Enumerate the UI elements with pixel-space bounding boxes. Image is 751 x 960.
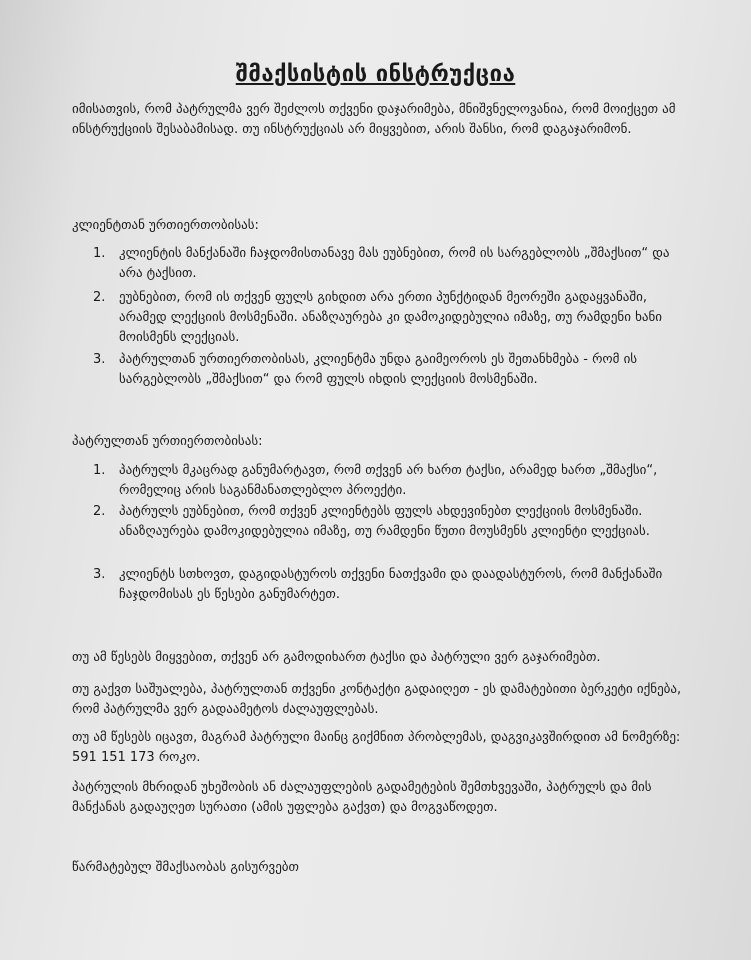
list-text: კლიენტს სთხოვთ, დაგიდასტუროს თქვენი ნათქვამი და დაადასტუროს, რომ მანქანაში ჩაჯდომისას ეს წესები განუმარტეთ. bbox=[119, 567, 663, 602]
list-text: კლიენტის მანქანაში ჩაჯდომისთანავე მას ეუბნებით, რომ ის სარგებლობს „შმაქსით“ და არა ტაქსით. bbox=[119, 246, 670, 281]
list-number: 3. bbox=[93, 352, 106, 367]
document-title: შმაქსისტის ინსტრუქცია bbox=[235, 62, 516, 87]
list-text: პატრულს მკაცრად განუმარტავთ, რომ თქვენ არ ხართ ტაქსი, არამედ ხართ „შმაქსი“, რომელიც არის საგანმანათლებლო პროექტი. bbox=[119, 463, 658, 498]
list-text: პატრულთან ურთიერთობისას, კლიენტმა უნდა გაიმეოროს ეს შეთანხმება - რომ ის სარგებლობს „შმაქსით“ და რომ ფულს იხდის ლექციის მოსმენაში. bbox=[119, 352, 638, 387]
list-text: ეუბნებით, რომ ის თქვენ ფულს გიხდით არა ერთი პუნქტიდან მეორეში გადაყვანაში, არამედ ლექციის მოსმენაში. ანაზღაურება კი დამოკიდებულია იმაზე, თუ რამდენი ხანი მოისმენს ლექციას. bbox=[119, 290, 662, 345]
intro-paragraph: იმისათვის, რომ პატრულმა ვერ შეძლოს თქვენი დაჯარიმება, მნიშვნელოვანია, რომ მოიქცეთ ამ ინსტრუქციის შესაბამისად. თუ ინსტრუქციას არ მიყვებით, არის შანსი, რომ დაგაჯარიმონ. bbox=[72, 102, 676, 137]
list-number: 1. bbox=[93, 463, 106, 478]
closing-paragraph: თუ გაქვთ საშუალება, პატრულთან თქვენი კონტაქტი გადაიღეთ - ეს დამატებითი ბერკეტი იქნება, რომ პატრულმა ვერ გადაამეტოს ძალაუფლებას. bbox=[72, 682, 682, 717]
closing-paragraph: თუ ამ წესებს მიყვებით, თქვენ არ გამოდიხართ ტაქსი და პატრული ვერ გაჯარიმებთ. bbox=[72, 650, 601, 665]
list-text: პატრულს ეუბნებით, რომ თქვენ კლიენტებს ფულს ახდევინებთ ლექციის მოსმენაში. ანაზღაურება დამოკიდებულია იმაზე, თუ რამდენი წუთი მოუსმენს კლიენტი ლექციას. bbox=[119, 504, 650, 539]
section-heading-client: კლიენტთან ურთიერთობისას: bbox=[72, 218, 259, 233]
section-heading-patrol: პატრულთან ურთიერთობისას: bbox=[72, 434, 263, 449]
list-number: 2. bbox=[93, 290, 106, 305]
signoff-text: წარმატებულ შმაქსაობას გისურვებთ bbox=[72, 860, 299, 875]
closing-paragraph: თუ ამ წესებს იცავთ, მაგრამ პატრული მაინც გიქმნით პრობლემას, დაგვიკავშირდით ამ ნომერზე: 591 151 173 როკო. bbox=[72, 730, 681, 765]
list-number: 1. bbox=[93, 246, 106, 261]
closing-paragraph: პატრულის მხრიდან უხეშობის ან ძალაუფლების გადამეტების შემთხვევაში, პატრულს და მის მანქანას გადაუღეთ სურათი (ამის უფლება გაქვთ) და მოგვაწოდეთ. bbox=[72, 780, 652, 815]
list-number: 2. bbox=[93, 504, 106, 519]
list-number: 3. bbox=[93, 567, 106, 582]
